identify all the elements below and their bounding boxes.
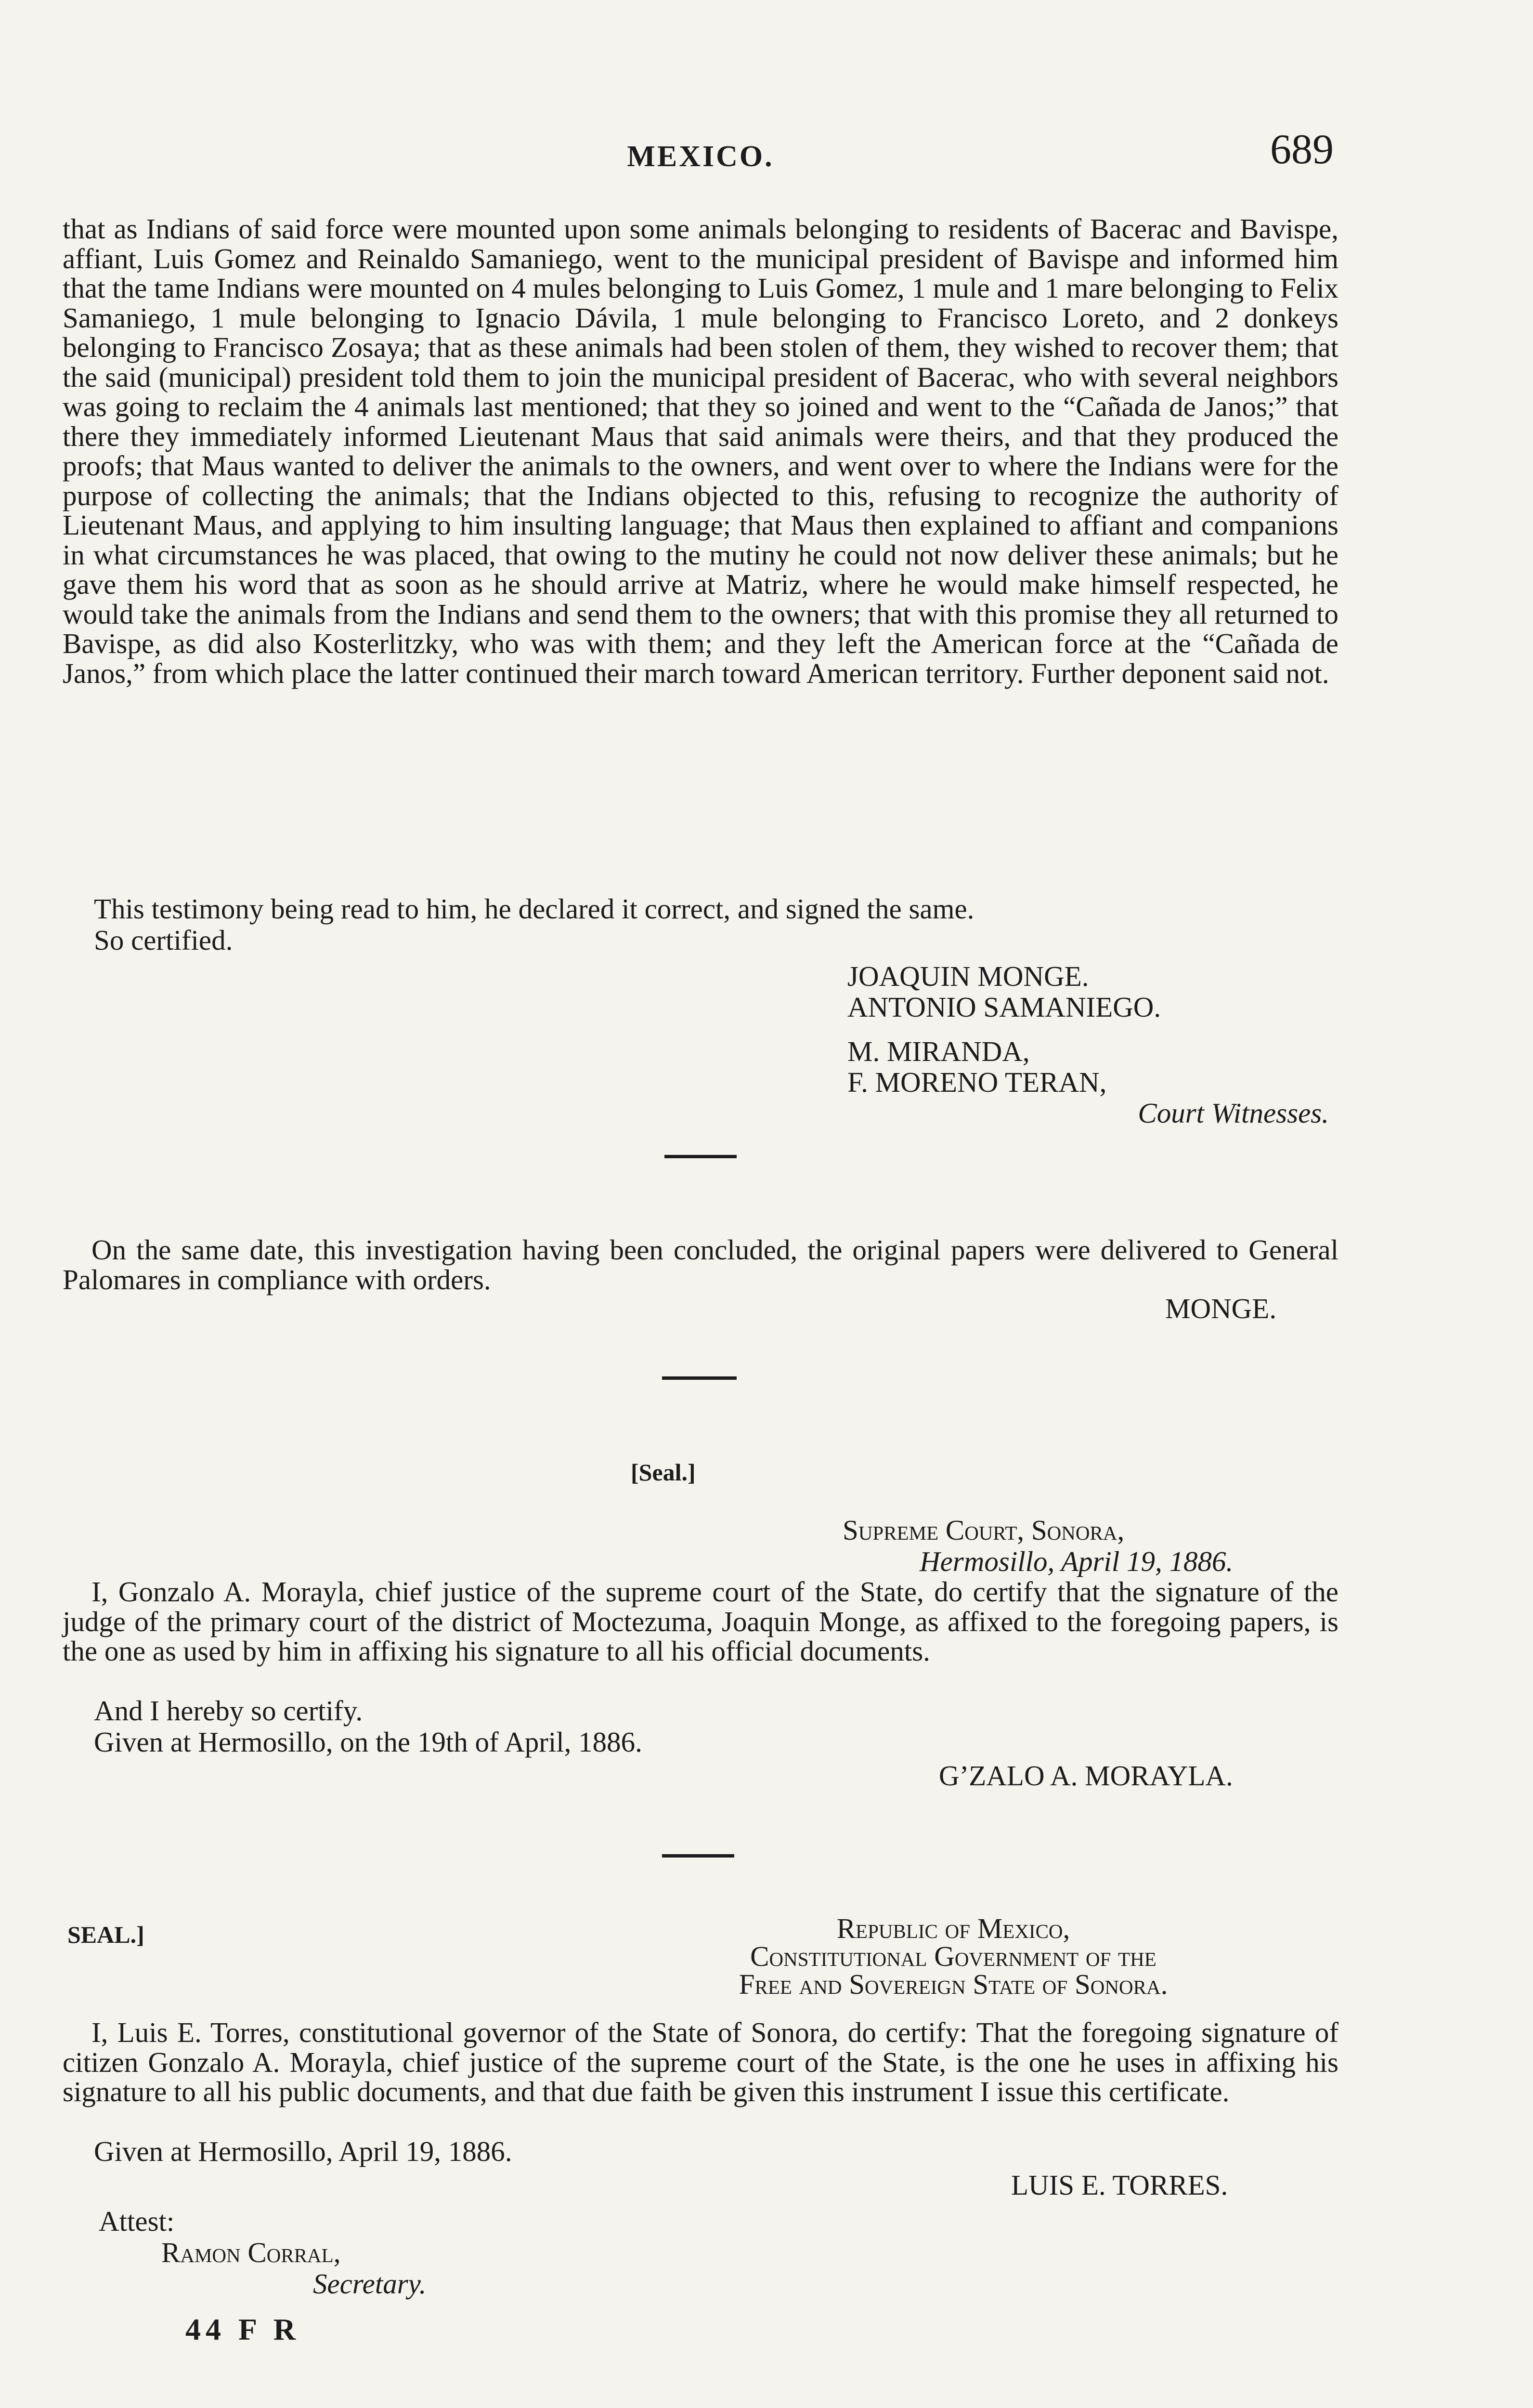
gov-cert-given: Given at Hermosillo, April 19, 1886. [94,2135,512,2167]
secretary-title: Secretary. [313,2268,427,2300]
footer-signature: 44 F R [185,2312,300,2346]
gov-cert-signature: LUIS E. TORRES. [1011,2169,1228,2201]
testimony-read-line: This testimony being read to him, he declared it correct, and signed the same. [94,893,974,925]
gov-heading-line-1: Republic of Mexico, [836,1912,1070,1944]
gov-seal: SEAL.] [67,1921,144,1948]
gov-heading-line-2: Constitutional Government of the [750,1940,1156,1972]
witness-miranda: M. MIRANDA, [847,1035,1030,1067]
testimony-certified: So certified. [94,924,233,956]
page-number: 689 [1270,126,1334,173]
gov-heading-line-3: Free and Sovereign State of Sonora. [739,1968,1168,2000]
court-place-date: Hermosillo, April 19, 1886. [920,1545,1234,1577]
delivery-signature: MONGE. [1165,1293,1277,1324]
section-divider [662,1376,737,1380]
gov-heading [607,1914,1300,1998]
gov-cert-body: I, Luis E. Torres, constitutional governor of the State of Sonora, do certify: That the foregoing signature of citizen Gonzalo A. Morayla, chief justice of the supreme court of the State, is the one he uses in affixing his signature to all his public documents, and that due faith be given this instrument I issue this certificate. [63,2016,1338,2107]
court-cert-given: Given at Hermosillo, on the 19th of April, 1886. [94,1726,642,1758]
delivery-text: On the same date, this investigation having been concluded, the original papers were delivered to General Palomares in compliance with orders. [63,1234,1338,1296]
attest-label: Attest: [99,2205,175,2237]
witness-title: Court Witnesses. [1138,1097,1329,1129]
witness-teran: F. MORENO TERAN, [847,1066,1107,1098]
running-title: MEXICO. [627,140,774,173]
section-divider [664,1155,737,1158]
court-cert-certify: And I hereby so certify. [94,1695,363,1727]
testimony-signatures [847,961,1329,1128]
signature-samaniego: ANTONIO SAMANIEGO. [847,991,1161,1023]
section-divider [662,1854,734,1858]
secretary-name: Ramon Corral, [161,2237,341,2268]
document-page [63,0,1338,2408]
court-cert-body: I, Gonzalo A. Morayla, chief justice of the supreme court of the State, do certify that the signature of the judge of the primary court of the district of Moctezuma, Joaquin Monge, as affixed to the foregoing papers, is the one as used by him in affixing his signature to all his official documents. [63,1576,1338,1667]
seal-label: [Seal.] [631,1459,696,1486]
testimony-paragraph: that as Indians of said force were mounted upon some animals belonging to residents of Bacerac and Bavispe, affiant, Luis Gomez and Reinaldo Samaniego, went to the municipal president of Bavispe and informed him that the tame Indians were mounted on 4 mules belonging to Luis Gomez, 1 mule and 1 mare belonging to Felix Samaniego, 1 mule belonging to Ignacio Dávila, 1 mule belonging to Francisco Loreto, and 2 donkeys belonging to Francisco Zosaya; that as these animals had been stolen of them, they wished to recover them; that the said (municipal) president told them to join the municipal president of Bacerac, who with several neighbors was going to reclaim the 4 animals last mentioned; that they so joined and went to the “Cañada de Janos;” that there they immediately informed Lieutenant Maus that said animals were theirs, and that they produced the proofs; that Maus wanted to deliver the animals to the owners, and went over to where the Indians were for the purpose of collecting the animals; that the Indians objected to this, refusing to recognize the authority of Lieutenant Maus, and applying to him insulting language; that Maus then explained to affiant and companions in what circumstances he was placed, that owing to the mutiny he could not now deliver these animals; but he gave them his word that as soon as he should arrive at Matriz, where he would make himself respected, he would take the animals from the Indians and send them to the owners; that with this promise they all returned to Bavispe, as did also Kosterlitzky, who was with them; and they left the American force at the “Cañada de Janos,” from which place the latter continued their march toward American territory. Further deponent said not. [63,213,1338,689]
signature-monge: JOAQUIN MONGE. [847,960,1089,992]
court-cert-signature: G’ZALO A. MORAYLA. [939,1760,1233,1792]
running-head [63,125,1338,173]
court-name: Supreme Court, Sonora, [843,1514,1125,1546]
